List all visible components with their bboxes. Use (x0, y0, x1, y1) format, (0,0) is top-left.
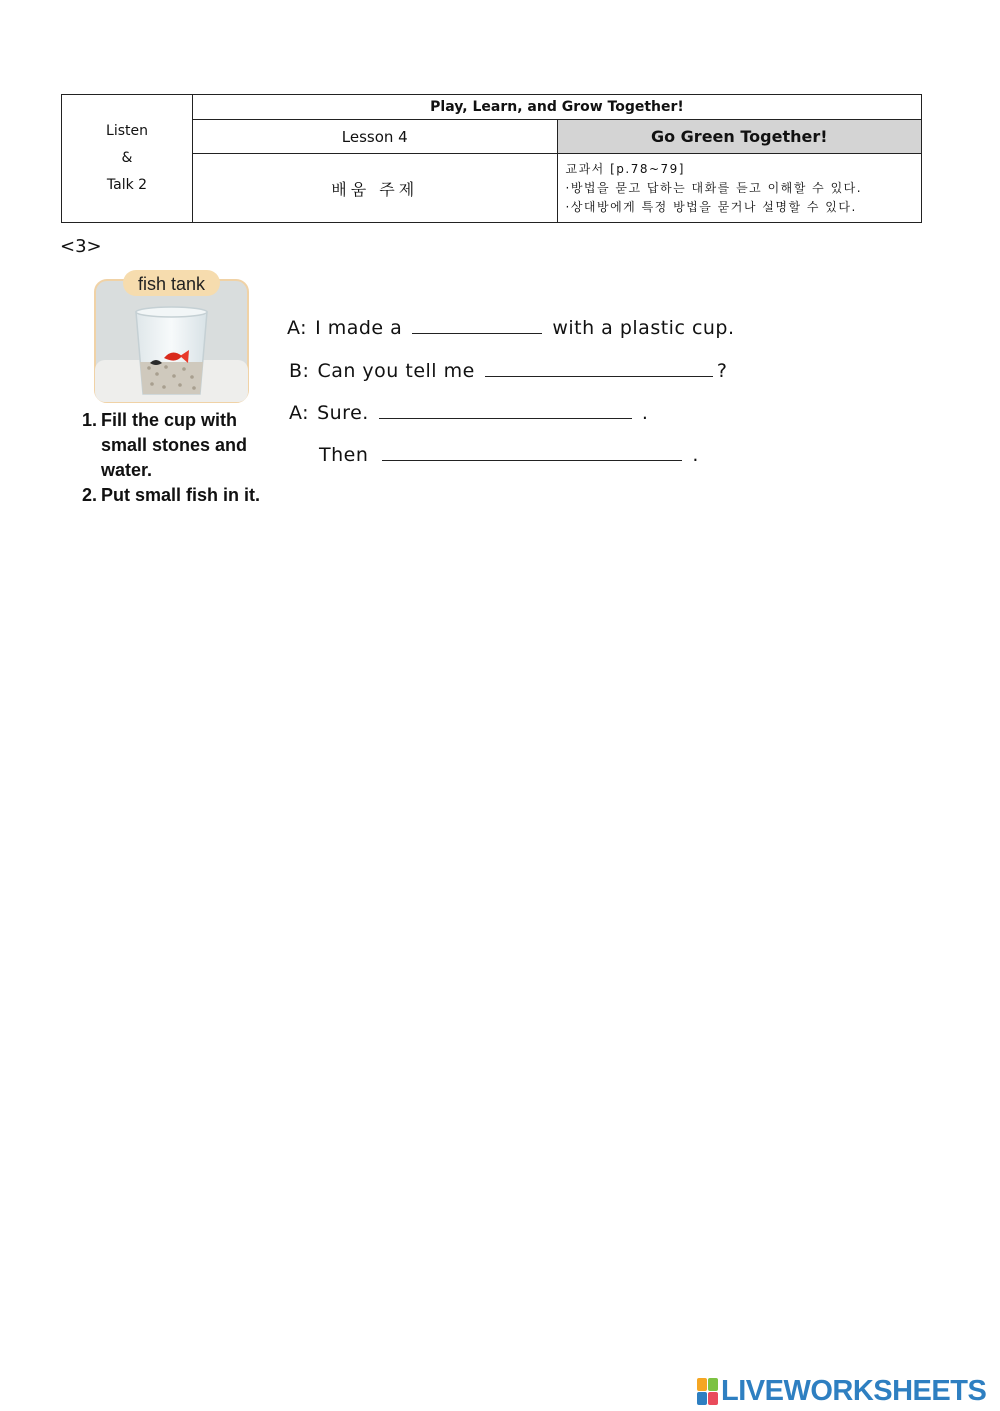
dialogue-line-1 (287, 313, 735, 339)
dialogue-line-2 (289, 356, 727, 382)
answer-blank-1[interactable] (412, 313, 542, 334)
step-text: small stones and (101, 435, 248, 455)
step-number: 1. (82, 410, 98, 430)
logo-wordmark: LIVEWORKSHEETS (721, 1374, 987, 1407)
liveworksheets-logo (697, 1376, 986, 1406)
dialogue-line-4 (319, 440, 699, 466)
line-text-after: with a plastic cup. (552, 317, 735, 339)
line-text-before: Can you tell me (317, 360, 475, 382)
speaker: B: (289, 360, 310, 382)
lesson-type-line-3: Talk 2 (106, 177, 148, 193)
logo-mark-icon (697, 1378, 718, 1405)
fish-in-cup-image (136, 307, 207, 394)
fish-tank-picture-card (94, 268, 249, 405)
lesson-type-line-1: Listen (106, 123, 148, 139)
speaker: A: (287, 317, 308, 339)
lesson-type-line-2: & (121, 150, 133, 166)
speaker: A: (289, 402, 310, 424)
lesson-type-cell (62, 95, 193, 223)
line-text-after: ? (716, 360, 728, 382)
lesson-number: Lesson 4 (193, 120, 558, 154)
answer-blank-4[interactable] (382, 440, 682, 461)
step-2 (82, 483, 282, 508)
unit-title: Go Green Together! (557, 120, 922, 154)
section-number: <3> (60, 236, 102, 257)
line-text-after: . (641, 402, 649, 424)
line-text-before: Then (319, 444, 369, 466)
line-text-before: I made a (315, 317, 403, 339)
step-text: Put small fish in it. (101, 485, 261, 505)
goal-item: ·방법을 묻고 답하는 대화를 듣고 이해할 수 있다. (565, 180, 863, 195)
answer-blank-3[interactable] (379, 398, 632, 419)
answer-blank-2[interactable] (485, 356, 713, 377)
lesson-header-table (61, 94, 922, 223)
dialogue-line-3 (289, 398, 648, 424)
line-text-before: Sure. (317, 402, 369, 424)
step-1 (82, 408, 282, 483)
step-number: 2. (82, 485, 98, 505)
topic-label: 배움 주제 (193, 154, 558, 223)
picture-label: fish tank (137, 274, 206, 294)
textbook-reference: 교과서 [p.78~79] (565, 161, 685, 176)
step-text: Fill the cup with (101, 410, 237, 430)
goal-item: ·상대방에게 특정 방법을 묻거나 설명할 수 있다. (565, 199, 857, 214)
learning-goals (557, 154, 922, 223)
line-text-after: . (692, 444, 699, 466)
course-title: Play, Learn, and Grow Together! (193, 95, 922, 120)
instruction-steps (82, 408, 282, 508)
step-text: water. (101, 460, 153, 480)
